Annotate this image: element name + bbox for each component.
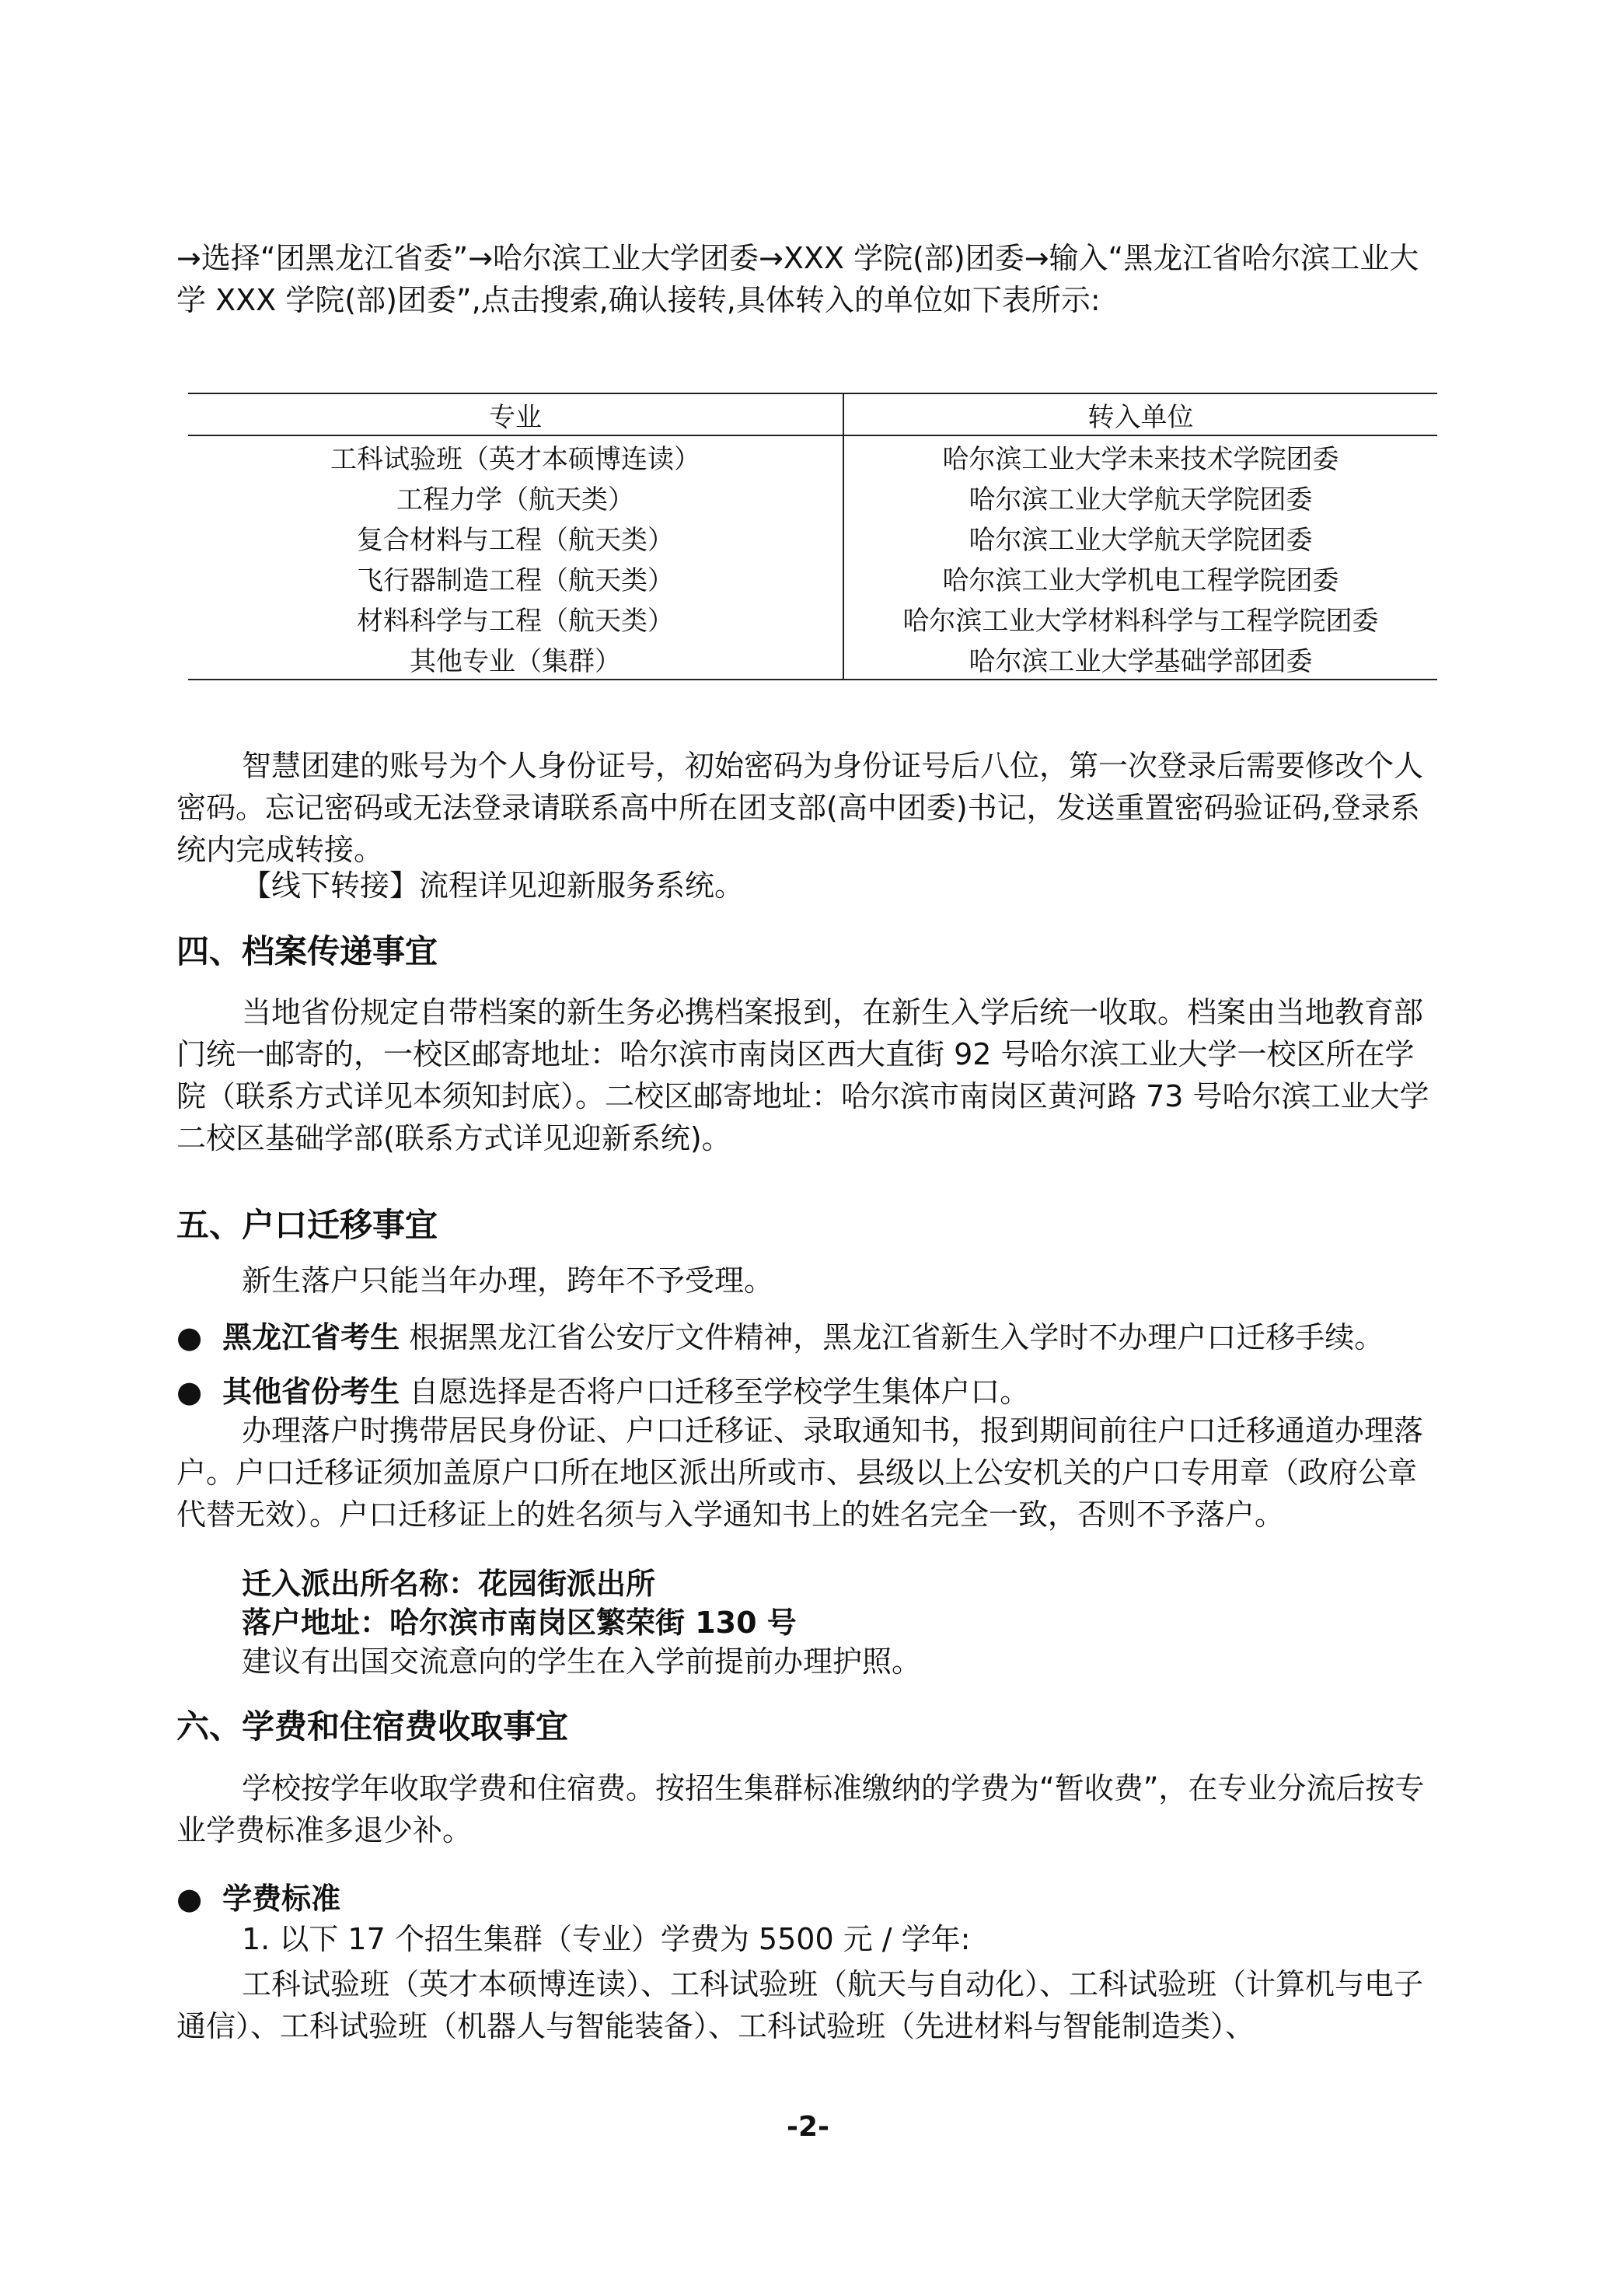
table-cell-unit: 哈尔滨工业大学基础学部团委 [843, 638, 1437, 680]
table-cell-major: 工程力学（航天类） [188, 477, 843, 517]
table-row [188, 598, 1437, 638]
section-heading-household: 五、户口迁移事宜 [176, 1206, 438, 1244]
household-procedure-paragraph: 办理落户时携带居民身份证、户口迁移证、录取通知书，报到期间前往户口迁移通道办理落户。户口迁移证须加盖原户口所在地区派出所或市、县级以上公安机关的户口专用章（政府公章代替无效）。户口迁移证上的姓名须与入学通知书上的姓名完全一致，否则不予落户。 [176, 1414, 1424, 1532]
intro-paragraph: →选择“团黑龙江省委”→哈尔滨工业大学团委→XXX 学院(部)团委→输入“黑龙江省哈尔滨工业大学 XXX 学院(部)团委”,点击搜索,确认接转,具体转入的单位如下表所示: [176, 241, 1419, 317]
account-note-paragraph: 智慧团建的账号为个人身份证号，初始密码为身份证号后八位，第一次登录后需要修改个人密码。忘记密码或无法登录请联系高中所在团支部(高中团委)书记，发送重置密码验证码,登录系统内完成转接。 [176, 749, 1424, 867]
table-header-row [188, 393, 1437, 435]
archives-paragraph: 当地省份规定自带档案的新生务必携档案报到，在新生入学后统一收取。档案由当地教育部门统一邮寄的，一校区邮寄地址：哈尔滨市南岗区西大直街 92 号哈尔滨工业大学一校区所在学院（联系方式详见本须知封底）。二校区邮寄地址：哈尔滨市南岗区黄河路 73 号哈尔滨工业大学二校区基础学部(联系方式详见迎新系统)。 [176, 995, 1429, 1155]
tuition-item-1: 1. 以下 17 个招生集群（专业）学费为 5500 元 / 学年: [242, 1922, 971, 1956]
table-cell-unit: 哈尔滨工业大学未来技术学院团委 [942, 443, 1339, 475]
bullet-other-provinces [176, 1371, 1459, 1413]
table-row [188, 557, 1437, 598]
table-cell-unit: 哈尔滨工业大学机电工程学院团委 [942, 564, 1339, 596]
bullet-label: 学费标准 [222, 1882, 341, 1916]
column-header-unit: 转入单位 [843, 393, 1437, 435]
table-row [188, 435, 1437, 477]
bullet-label: 其他省份考生 [222, 1375, 400, 1409]
bullet-icon: ● [176, 1320, 203, 1354]
section-heading-fees: 六、学费和住宿费收取事宜 [176, 1707, 569, 1746]
table-cell-major: 工科试验班（英才本硕博连读） [188, 435, 843, 477]
page-number: -2- [787, 2111, 829, 2143]
table-cell-unit: 哈尔滨工业大学材料科学与工程学院团委 [902, 605, 1379, 637]
bullet-tuition-standard [176, 1878, 1459, 1920]
bullet-text: 根据黑龙江省公安厅文件精神，黑龙江省新生入学时不办理户口迁移手续。 [400, 1320, 1384, 1354]
bullet-icon: ● [176, 1375, 203, 1409]
bullet-text: 自愿选择是否将户口迁移至学校学生集体户口。 [400, 1375, 1030, 1409]
table-row [188, 517, 1437, 557]
table-cell-major: 其他专业（集群） [188, 638, 843, 680]
table-cell-major: 飞行器制造工程（航天类） [188, 557, 843, 598]
column-header-major: 专业 [188, 393, 843, 435]
table-row [188, 477, 1437, 517]
bullet-icon: ● [176, 1882, 203, 1916]
settlement-address: 落户地址：哈尔滨市南岗区繁荣街 130 号 [242, 1606, 797, 1640]
table-row [188, 638, 1437, 680]
table-cell-unit: 哈尔滨工业大学航天学院团委 [969, 484, 1313, 515]
tuition-item-1-majors: 工科试验班（英才本硕博连读）、工科试验班（航天与自动化）、工科试验班（计算机与电子通信）、工科试验班（机器人与智能装备）、工科试验班（先进材料与智能制造类）、 [176, 1967, 1424, 2043]
household-intro: 新生落户只能当年办理，跨年不予受理。 [242, 1263, 774, 1298]
table-cell-major: 复合材料与工程（航天类） [188, 517, 843, 557]
bullet-label: 黑龙江省考生 [222, 1320, 400, 1354]
table-cell-major: 材料科学与工程（航天类） [188, 598, 843, 638]
offline-transfer-note: 【线下转接】流程详见迎新服务系统。 [242, 868, 745, 903]
fees-paragraph: 学校按学年收取学费和住宿费。按招生集群标准缴纳的学费为“暂收费”，在专业分流后按专业学费标准多退少补。 [176, 1771, 1425, 1847]
police-station-name: 迁入派出所名称：花园街派出所 [242, 1567, 656, 1601]
passport-note: 建议有出国交流意向的学生在入学前提前办理护照。 [242, 1644, 922, 1679]
table-cell-unit: 哈尔滨工业大学航天学院团委 [969, 524, 1313, 556]
bullet-heilongjiang [176, 1316, 1459, 1358]
transfer-unit-table [188, 393, 1437, 680]
section-heading-archives: 四、档案传递事宜 [176, 932, 438, 970]
